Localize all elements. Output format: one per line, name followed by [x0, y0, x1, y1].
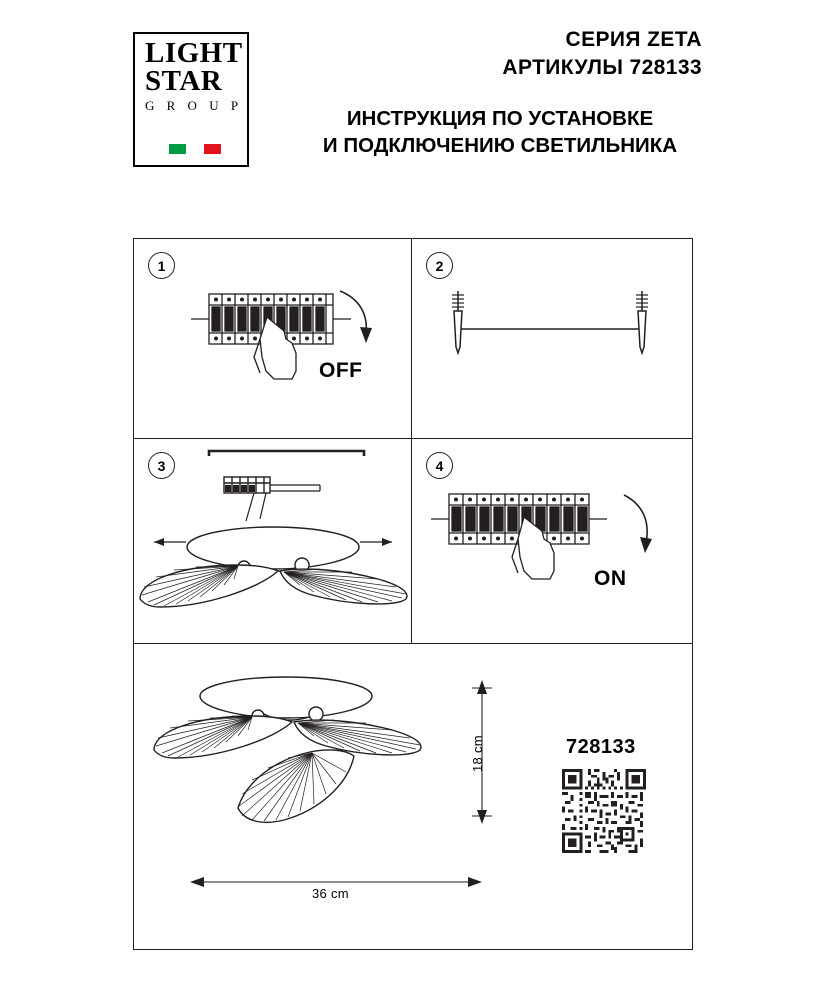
logo-line-3: G R O U P [145, 98, 243, 114]
step-1-caption: OFF [319, 359, 363, 382]
instruction-title-line-1: ИНСТРУКЦИЯ ПО УСТАНОВКЕ [346, 106, 654, 130]
step-number-4: 4 [426, 452, 453, 479]
step-number-1: 1 [148, 252, 175, 279]
instruction-panels [133, 238, 693, 950]
step-panel-1 [134, 239, 412, 439]
step-panel-4 [412, 439, 692, 644]
logo-wordmark [145, 37, 245, 114]
article-line: АРТИКУЛЫ 728133 [502, 56, 702, 80]
height-dimension-label: 18 cm [470, 735, 485, 772]
header-text-block [270, 26, 702, 160]
article-code-label: 728133 [566, 736, 636, 758]
breaker-on-illustration [412, 439, 692, 644]
product-dimensions-panel [134, 644, 692, 948]
instruction-title-line-2: И ПОДКЛЮЧЕНИЮ СВЕТИЛЬНИКА [322, 134, 678, 158]
italian-flag-icon [169, 144, 221, 154]
width-dimension-label: 36 cm [312, 886, 349, 901]
breaker-off-illustration [134, 239, 412, 439]
page-header [0, 0, 826, 200]
qr-code [562, 769, 646, 853]
mount-fixture-illustration [134, 439, 412, 644]
step-panel-3 [134, 439, 412, 644]
step-number-2: 2 [426, 252, 453, 279]
brand-logo [133, 32, 249, 167]
logo-line-2: STAR [145, 64, 223, 97]
step-4-caption: ON [594, 567, 627, 590]
wire-strip-illustration [412, 239, 692, 439]
step-panel-2 [412, 239, 692, 439]
step-number-3: 3 [148, 452, 175, 479]
series-line: СЕРИЯ ZETA [565, 28, 702, 51]
logo-line-1: LIGHT [145, 37, 243, 69]
